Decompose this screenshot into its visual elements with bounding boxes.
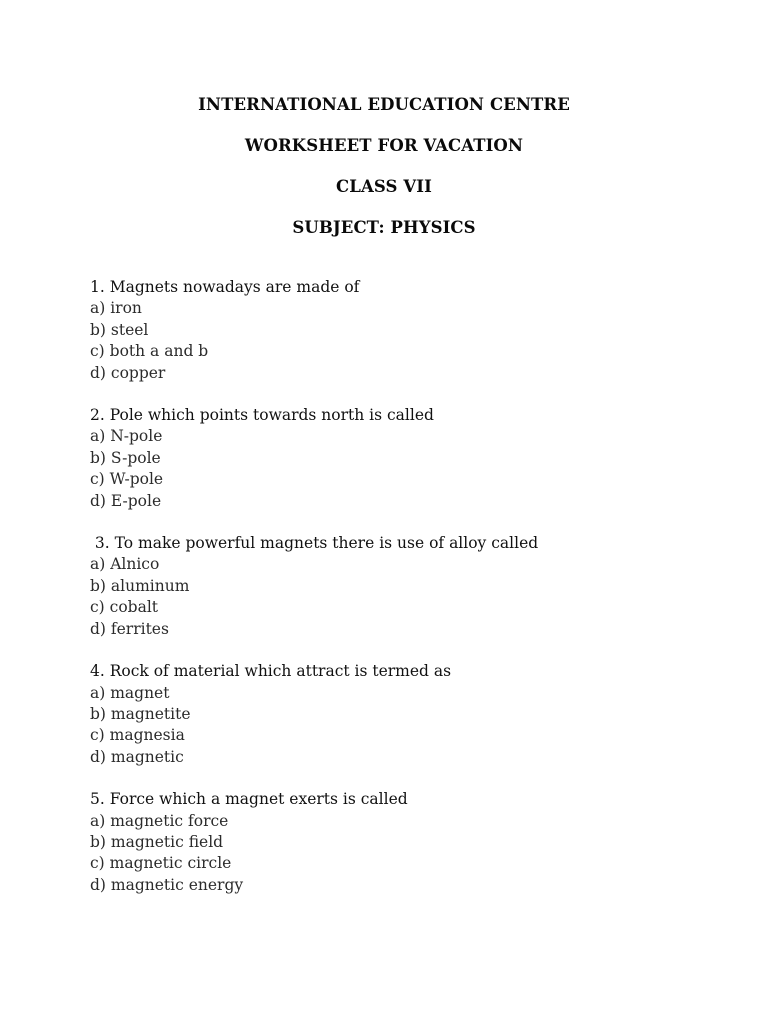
question-4 bbox=[90, 661, 730, 768]
option-a: a) magnetic force bbox=[90, 811, 229, 830]
option-d: d) E-pole bbox=[90, 491, 162, 510]
option-d: d) copper bbox=[90, 363, 166, 382]
question-text: 5. Force which a magnet exerts is called bbox=[90, 790, 408, 809]
option-b: b) magnetite bbox=[90, 704, 191, 723]
question-text: 3. To make powerful magnets there is use of alloy called bbox=[90, 534, 539, 553]
option-a: a) magnet bbox=[90, 683, 170, 702]
option-b: b) aluminum bbox=[90, 576, 190, 595]
option-d: d) magnetic energy bbox=[90, 875, 244, 894]
question-2 bbox=[90, 405, 730, 512]
option-a: a) N-pole bbox=[90, 427, 163, 446]
question-1 bbox=[90, 277, 730, 384]
option-c: c) cobalt bbox=[90, 598, 159, 617]
option-c: c) magnesia bbox=[90, 726, 185, 745]
option-a: a) Alnico bbox=[90, 555, 160, 574]
option-c: c) W-pole bbox=[90, 470, 164, 489]
question-text: 2. Pole which points towards north is called bbox=[90, 406, 434, 425]
question-5 bbox=[90, 789, 730, 896]
question-text: 4. Rock of material which attract is termed as bbox=[90, 662, 452, 681]
question-text: 1. Magnets nowadays are made of bbox=[90, 278, 360, 296]
option-d: d) magnetic bbox=[90, 747, 184, 766]
option-b: b) magnetic field bbox=[90, 832, 224, 851]
question-3 bbox=[90, 533, 730, 640]
option-a: a) iron bbox=[90, 299, 142, 318]
class-label: CLASS VII bbox=[336, 177, 432, 196]
school-name: INTERNATIONAL EDUCATION CENTRE bbox=[198, 95, 570, 114]
question-list bbox=[90, 277, 730, 917]
option-b: b) steel bbox=[90, 320, 149, 339]
option-b: b) S-pole bbox=[90, 448, 161, 467]
option-c: c) magnetic circle bbox=[90, 854, 232, 873]
worksheet-title: WORKSHEET FOR VACATION bbox=[244, 136, 524, 155]
option-d: d) ferrites bbox=[90, 619, 169, 638]
subject-label: SUBJECT: PHYSICS bbox=[292, 218, 476, 237]
option-c: c) both a and b bbox=[90, 342, 209, 361]
